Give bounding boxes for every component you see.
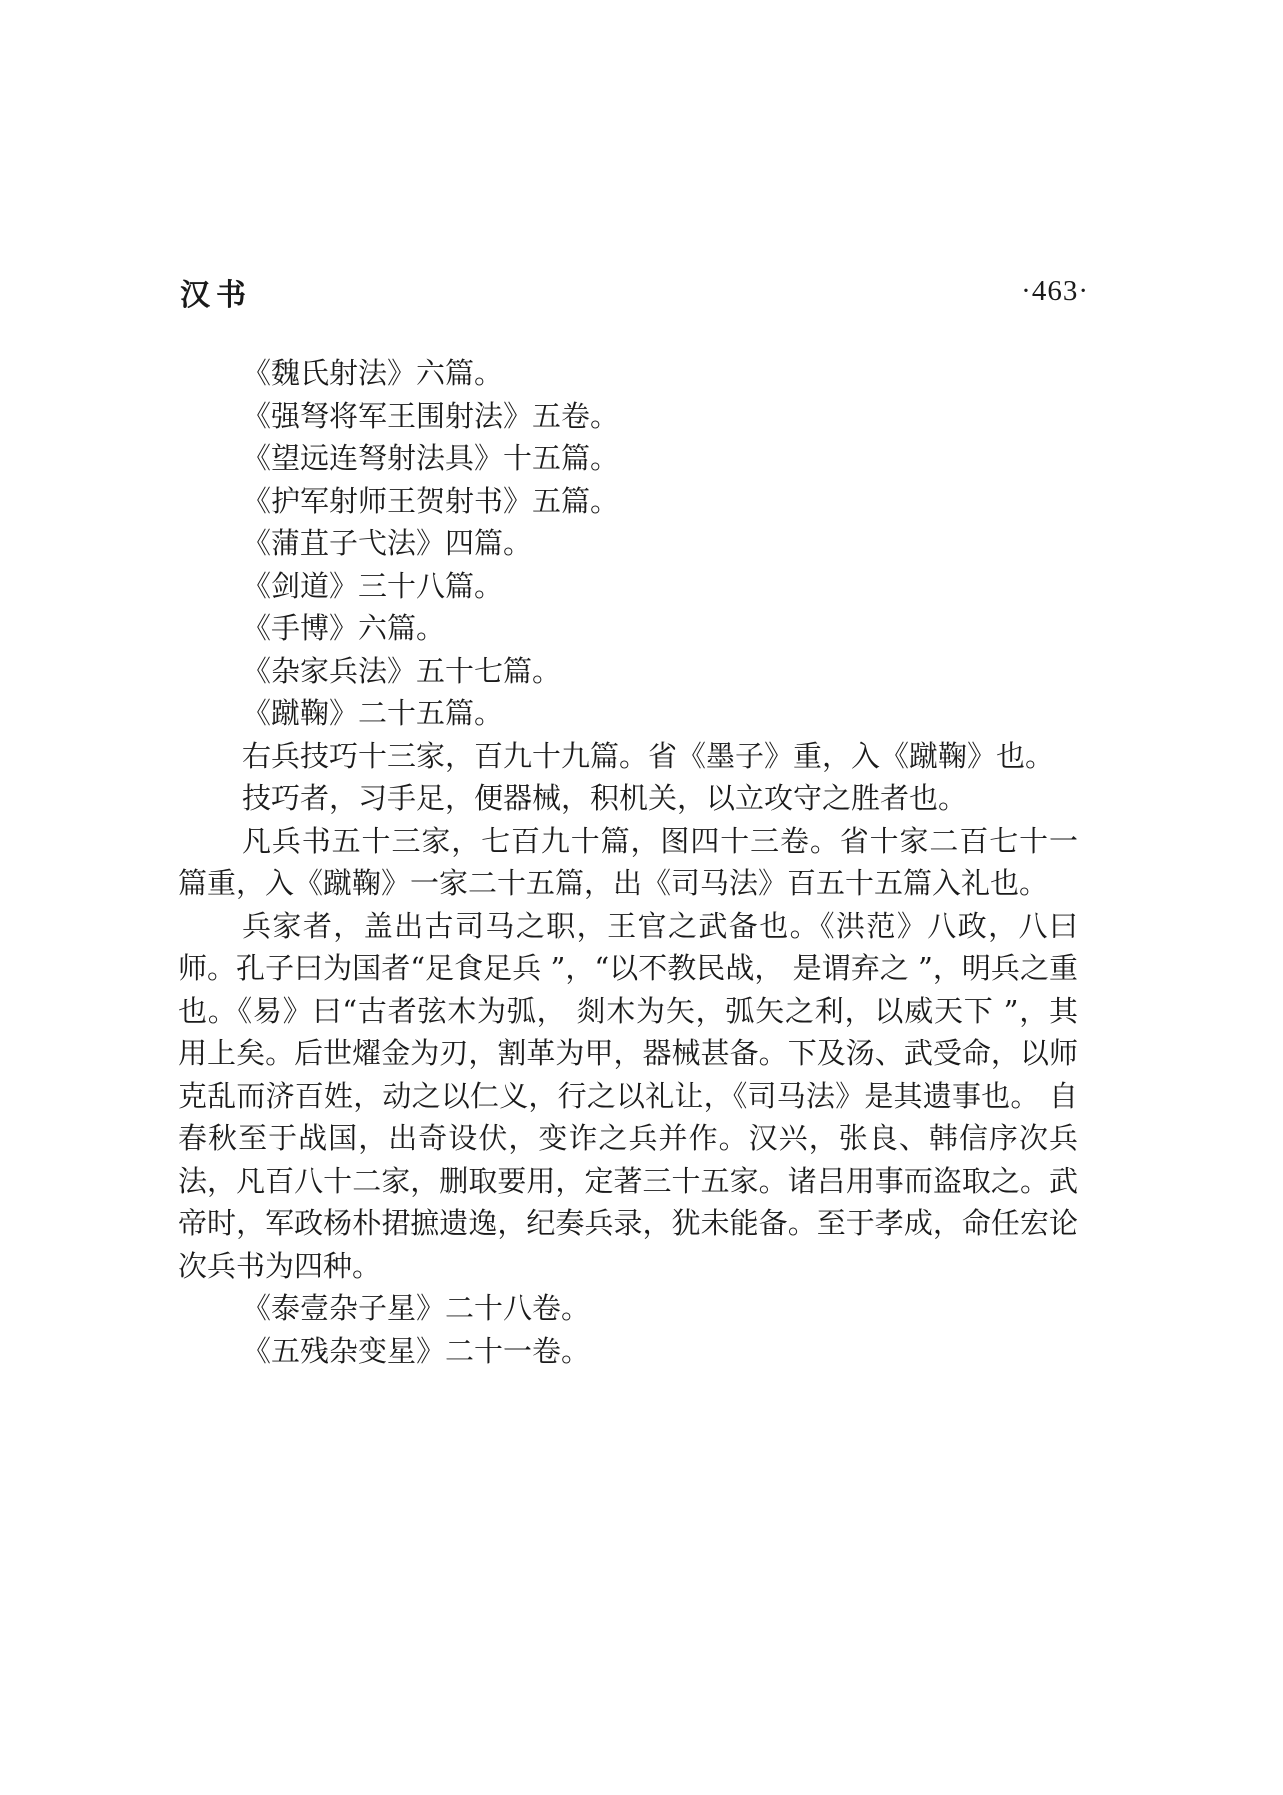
page-number: ·463· (1021, 275, 1089, 307)
summary-paragraph: 右兵技巧十三家，百九十九篇。省《墨子》重，入《蹴鞠》也。 (242, 738, 1055, 773)
description-paragraph: 技巧者，习手足，便器械，积机关，以立攻守之胜者也。 (242, 781, 968, 815)
essay-paragraph: 兵家者，盖出古司马之职，王官之武备也。《洪范》八政，八曰师。孔子曰为国者“足食足兵 ”，“以不教民战， 是谓弃之 ”，明兵之重也。《易》曰“古者弦木为弧， 剡木为矢，弧矢之利，以威天下 ”，其用上矣。后世燿金为刃，割革为甲，器械甚备。下及汤、武受命，以师克乱而济百姓，动之以仁义，行之以礼让，《司马法》是其遗事也。 自春秋至于战国，出奇设伏，变诈之兵并作。汉兴，张良、韩信序次兵法，凡百八十二家，删取要用，定著三十五家。诸吕用事而盗取之。武帝时，军政杨朴捃摭遗逸，纪奏兵录，犹未能备。至于孝成，命任宏论次兵书为四种。 (178, 908, 1078, 1283)
list-item: 《蹴鞠》二十五篇。 (242, 696, 504, 730)
list-item: 《五残杂变星》二十一卷。 (242, 1333, 591, 1368)
list-item: 《剑道》三十八篇。 (242, 568, 504, 603)
list-item: 《蒲苴子弋法》四篇。 (242, 526, 533, 560)
list-item: 《杂家兵法》五十七篇。 (242, 653, 562, 688)
list-item: 《手博》六篇。 (242, 611, 446, 645)
list-item: 《强弩将军王围射法》五卷。 (242, 398, 620, 433)
list-item: 《魏氏射法》六篇。 (242, 356, 504, 390)
total-paragraph: 凡兵书五十三家，七百九十篇，图四十三卷。省十家二百七十一篇重，入《蹴鞠》一家二十五篇，出《司马法》百五十五篇入礼也。 (178, 823, 1078, 900)
list-item: 《望远连弩射法具》十五篇。 (242, 441, 620, 475)
list-item: 《泰壹杂子星》二十八卷。 (242, 1291, 591, 1325)
list-item: 《护军射师王贺射书》五篇。 (242, 483, 620, 518)
running-head-title: 汉书 (180, 278, 252, 313)
page-body (178, 352, 1078, 1372)
